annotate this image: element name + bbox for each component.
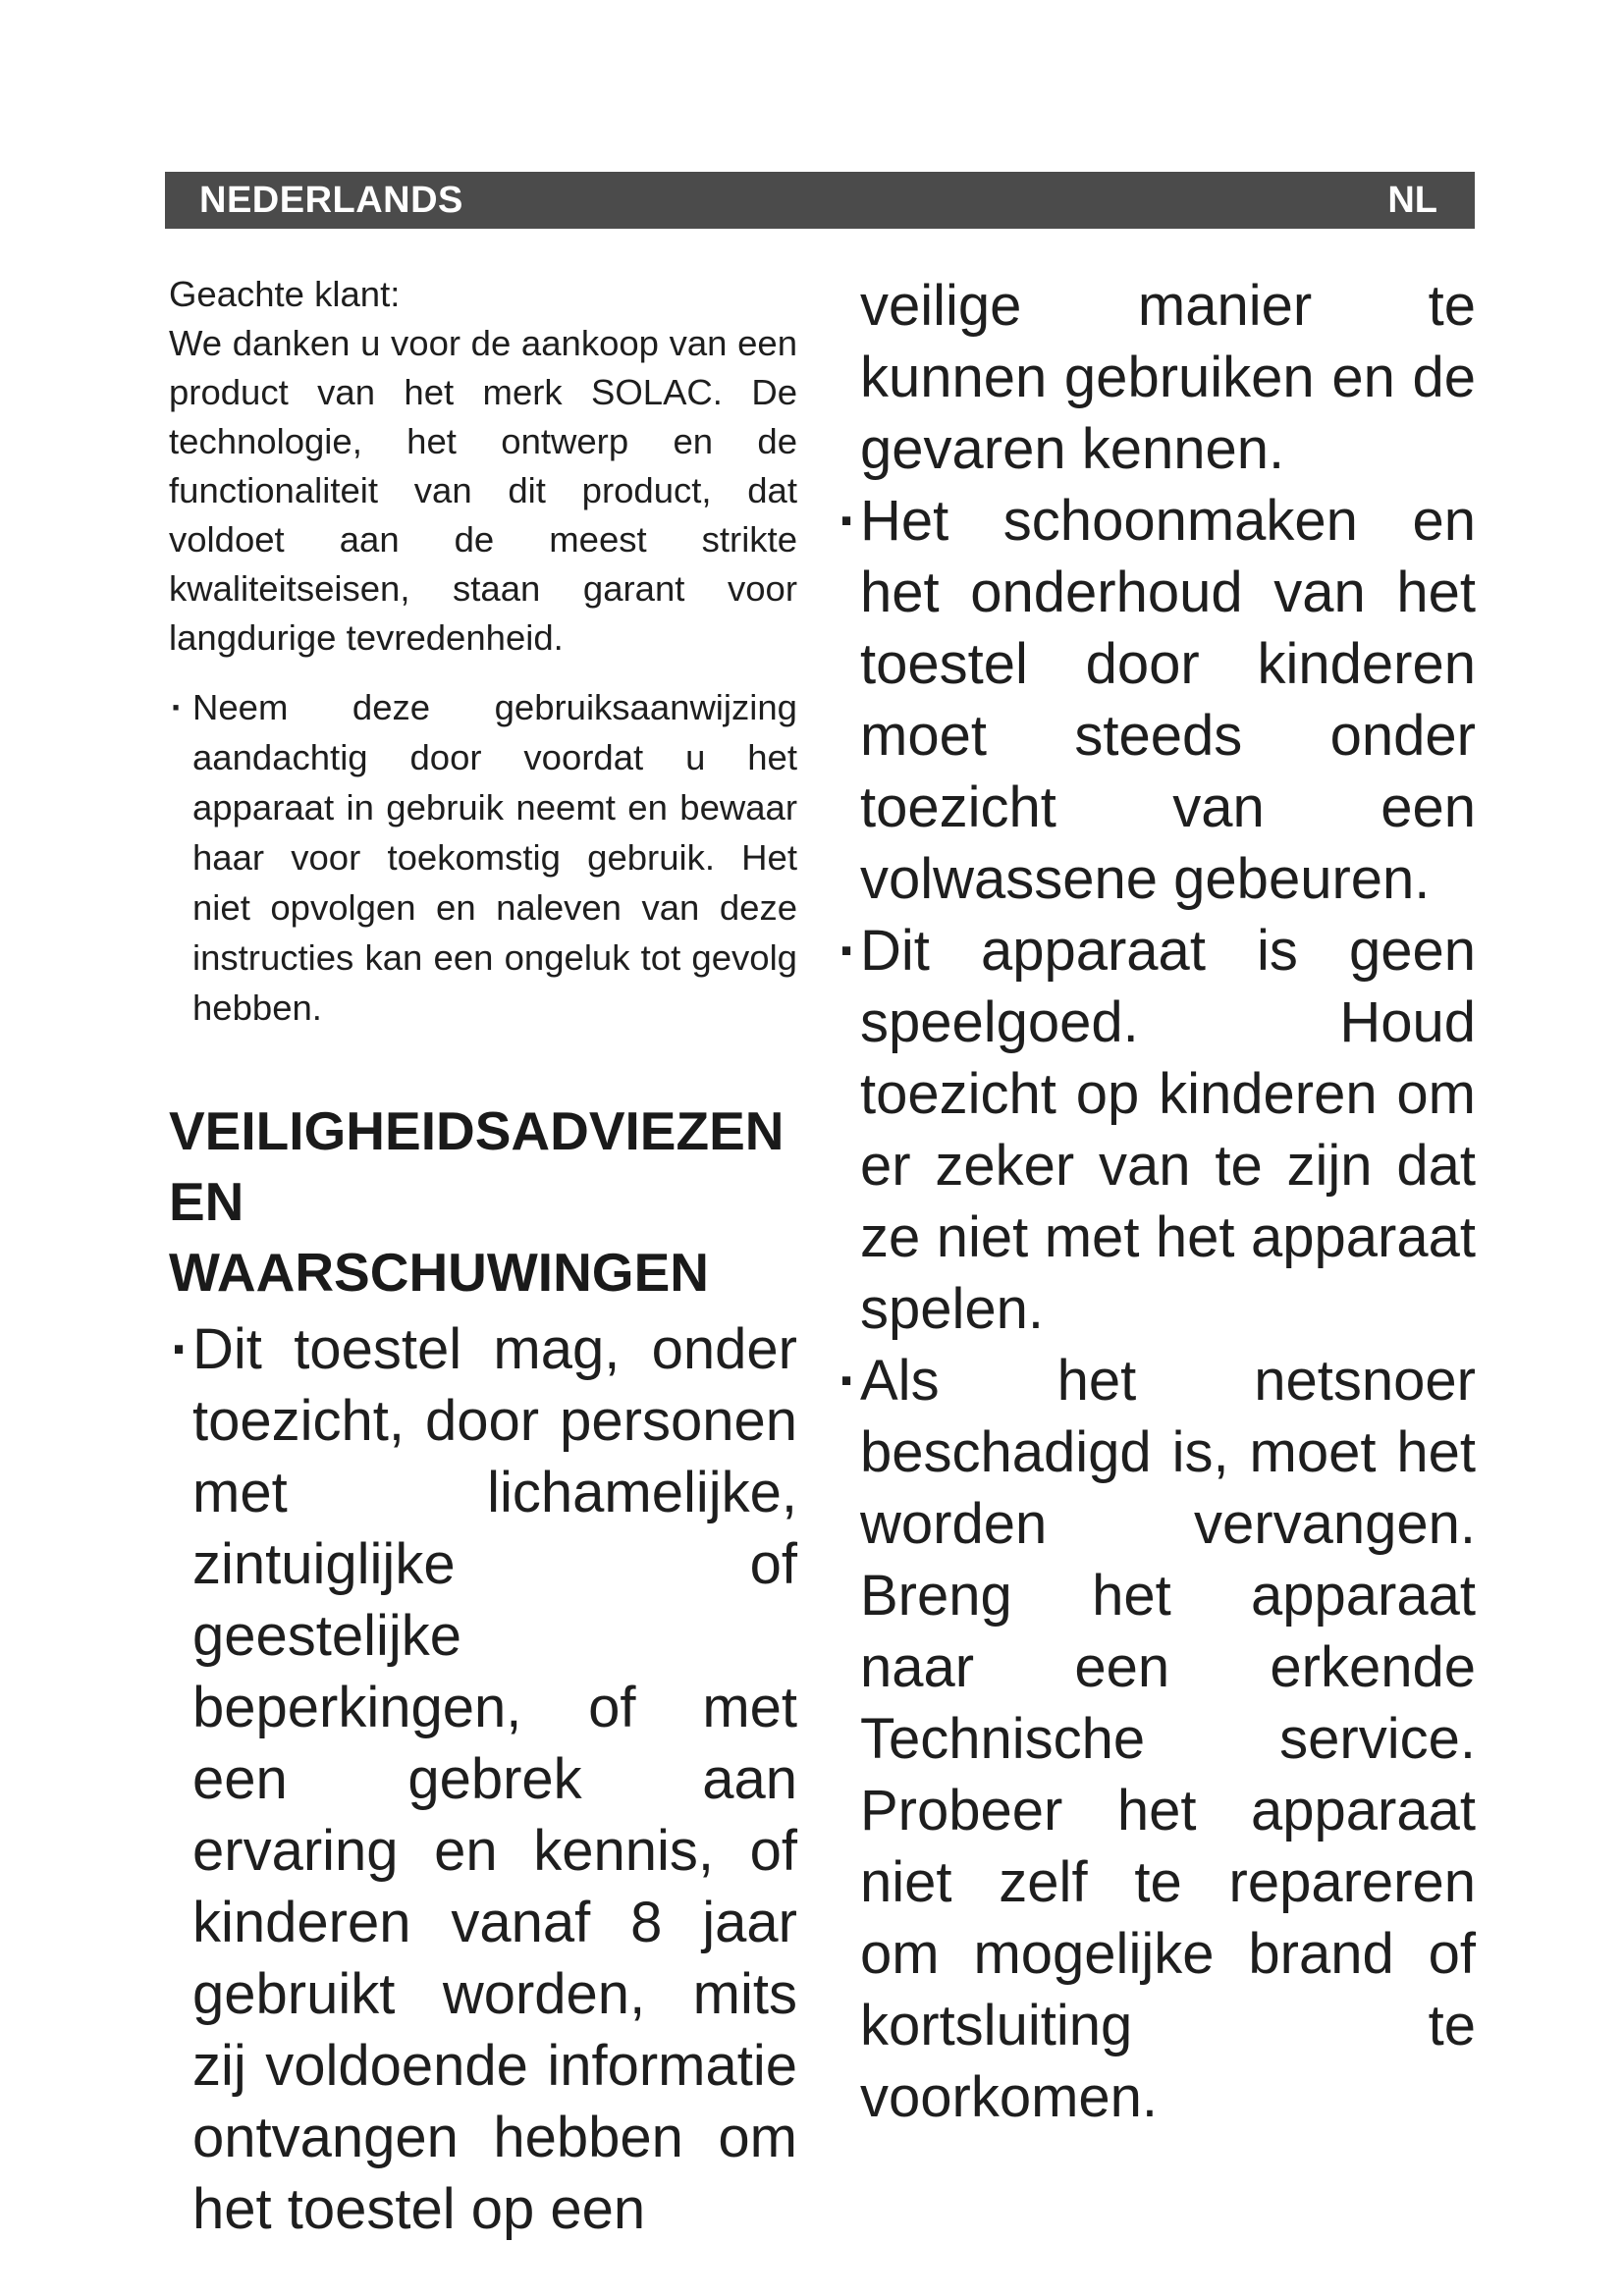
bullet-instructions-text: Neem deze gebruiksaanwijzing aandachtig door voordat u het apparaat in gebruik neemt en bewaar haar voor toekomstig gebruik. Het niet opvolgen en naleven van deze instructies kan een ongeluk tot gevolg hebben.	[192, 687, 797, 1028]
continuation-text: veilige manier te kunnen gebruiken en de gevaren kennen.	[860, 274, 1476, 481]
intro-paragraph: We danken u voor de aankoop van een product van het merk SOLAC. De technologie, het ontwerp en de functionaliteit van dit product, dat voldoet aan de meest strikte kwaliteitseisen, staan garant voor langdurige tevredenheid.	[169, 323, 797, 658]
bullet-instructions	[169, 682, 797, 1033]
language-code: NL	[1387, 180, 1437, 221]
left-column	[169, 270, 797, 2245]
bullet-cord-text: Als het netsnoer beschadigd is, moet het worden vervangen. Breng het apparaat naar een erkende Technische service. Probeer het apparaat niet zelf te repareren om mogelijke brand of kortsluiting te voorkomen.	[860, 1349, 1476, 2129]
language-title: NEDERLANDS	[199, 180, 463, 221]
section-heading: VEILIGHEIDSADVIEZEN EN WAARSCHUWINGEN	[169, 1100, 785, 1303]
greeting: Geachte klant:	[169, 274, 401, 314]
bullet-supervision	[169, 1313, 797, 2245]
bullet-cord	[839, 1345, 1476, 2133]
bullet-cleaning	[839, 485, 1476, 915]
bullet-toy	[839, 915, 1476, 1345]
bullet-toy-text: Dit apparaat is geen speelgoed. Houd toezicht op kinderen om er zeker van te zijn dat ze niet met het apparaat spelen.	[860, 919, 1476, 1341]
language-header-bar	[165, 172, 1475, 229]
right-column	[839, 270, 1476, 2133]
bullet-symbol: ·	[171, 687, 184, 727]
bullet-symbol: ·	[839, 1349, 858, 1413]
bullet-symbol: ·	[171, 1317, 190, 1381]
bullet-supervision-text: Dit toestel mag, onder toezicht, door personen met lichamelijke, zintuiglijke of geestelijke beperkingen, of met een gebrek aan ervaring en kennis, of kinderen vanaf 8 jaar gebruikt worden, mits zij voldoende informatie ontvangen hebben om het toestel op een	[192, 1317, 797, 2241]
bullet-symbol: ·	[839, 919, 858, 983]
bullet-cleaning-text: Het schoonmaken en het onderhoud van het toestel door kinderen moet steeds onder toezicht van een volwassene gebeuren.	[860, 489, 1476, 911]
bullet-symbol: ·	[839, 489, 858, 553]
